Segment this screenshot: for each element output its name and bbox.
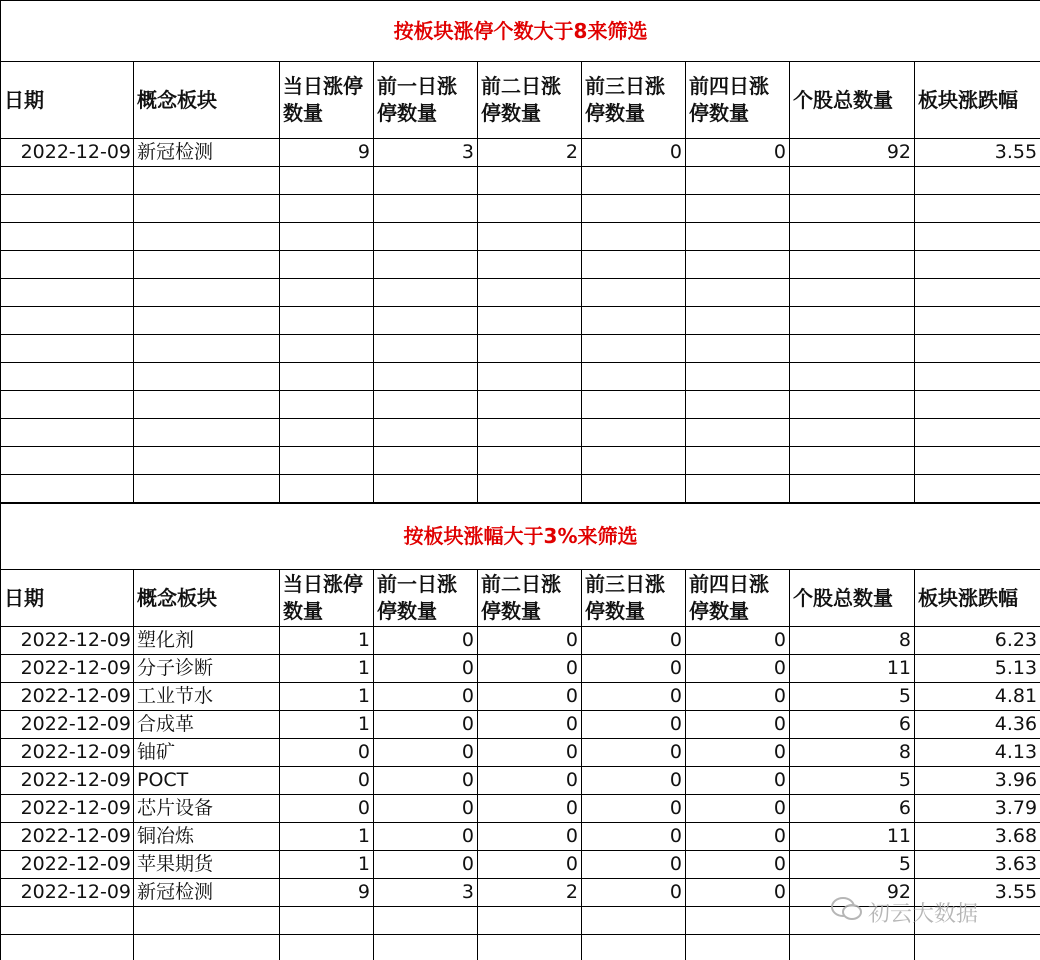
empty-cell[interactable] <box>280 251 374 279</box>
empty-cell[interactable] <box>374 907 478 935</box>
empty-cell[interactable] <box>686 391 790 419</box>
empty-cell[interactable] <box>582 935 686 960</box>
empty-cell[interactable] <box>686 363 790 391</box>
empty-cell[interactable] <box>280 195 374 223</box>
empty-cell[interactable] <box>582 279 686 307</box>
column-header: 前一日涨停数量 <box>374 570 478 627</box>
empty-cell[interactable] <box>582 447 686 475</box>
column-header: 前三日涨停数量 <box>582 570 686 627</box>
empty-cell[interactable] <box>374 195 478 223</box>
cell[interactable]: 0 <box>374 739 478 767</box>
empty-cell[interactable] <box>1 307 134 335</box>
empty-cell[interactable] <box>280 167 374 195</box>
watermark-text: 初云大数据 <box>868 901 979 927</box>
table-row <box>1 655 1040 683</box>
cell[interactable]: 1 <box>280 851 374 879</box>
empty-cell[interactable] <box>280 419 374 447</box>
empty-row <box>1 223 1040 251</box>
cell[interactable]: 0 <box>582 879 686 907</box>
empty-row <box>1 475 1040 503</box>
cell[interactable]: 2 <box>478 139 582 167</box>
cell[interactable]: 6 <box>790 711 915 739</box>
cell[interactable]: 0 <box>478 683 582 711</box>
empty-cell[interactable] <box>374 475 478 503</box>
empty-cell[interactable] <box>374 279 478 307</box>
table-row <box>1 711 1040 739</box>
cell[interactable]: 3.79 <box>915 795 1040 823</box>
empty-cell[interactable] <box>790 475 915 503</box>
empty-cell[interactable] <box>582 335 686 363</box>
cell[interactable]: 0 <box>478 851 582 879</box>
column-header: 板块涨跌幅 <box>915 570 1040 627</box>
empty-cell[interactable] <box>915 391 1040 419</box>
cell[interactable]: 5 <box>790 851 915 879</box>
empty-cell[interactable] <box>915 419 1040 447</box>
cell[interactable]: 0 <box>478 823 582 851</box>
cell[interactable]: 2022-12-09 <box>1 851 134 879</box>
watermark <box>830 896 978 928</box>
cell[interactable]: 0 <box>280 767 374 795</box>
empty-cell[interactable] <box>790 223 915 251</box>
cell[interactable]: 2022-12-09 <box>1 795 134 823</box>
empty-row <box>1 419 1040 447</box>
cell[interactable]: 9 <box>280 139 374 167</box>
cell[interactable]: 0 <box>374 711 478 739</box>
cell[interactable]: 0 <box>686 767 790 795</box>
cell[interactable]: 0 <box>280 795 374 823</box>
empty-cell[interactable] <box>790 935 915 960</box>
column-header: 前三日涨停数量 <box>582 62 686 139</box>
gain-filter-table <box>0 503 1040 960</box>
cell[interactable]: 0 <box>582 851 686 879</box>
empty-cell[interactable] <box>915 335 1040 363</box>
empty-cell[interactable] <box>915 195 1040 223</box>
empty-cell[interactable] <box>582 195 686 223</box>
empty-cell[interactable] <box>478 935 582 960</box>
empty-cell[interactable] <box>134 307 280 335</box>
empty-cell[interactable] <box>790 251 915 279</box>
empty-cell[interactable] <box>280 279 374 307</box>
empty-cell[interactable] <box>582 475 686 503</box>
cell[interactable]: 0 <box>582 767 686 795</box>
cell[interactable]: 6 <box>790 795 915 823</box>
cell[interactable]: 2022-12-09 <box>1 823 134 851</box>
empty-cell[interactable] <box>134 279 280 307</box>
empty-cell[interactable] <box>374 363 478 391</box>
empty-cell[interactable] <box>374 335 478 363</box>
cell[interactable]: 0 <box>478 767 582 795</box>
cell[interactable]: 9 <box>280 879 374 907</box>
cell[interactable]: 0 <box>686 627 790 655</box>
empty-cell[interactable] <box>686 279 790 307</box>
empty-cell[interactable] <box>478 447 582 475</box>
empty-cell[interactable] <box>582 907 686 935</box>
empty-row <box>1 391 1040 419</box>
empty-cell[interactable] <box>280 223 374 251</box>
cell[interactable]: 0 <box>374 795 478 823</box>
empty-cell[interactable] <box>790 447 915 475</box>
cell[interactable]: 0 <box>582 823 686 851</box>
cell[interactable]: 0 <box>686 739 790 767</box>
empty-cell[interactable] <box>915 475 1040 503</box>
cell[interactable]: 芯片设备 <box>134 795 280 823</box>
cell[interactable]: 2022-12-09 <box>1 139 134 167</box>
cell[interactable]: 2022-12-09 <box>1 879 134 907</box>
cell[interactable]: 3.68 <box>915 823 1040 851</box>
empty-cell[interactable] <box>1 335 134 363</box>
cell[interactable]: 0 <box>374 767 478 795</box>
empty-cell[interactable] <box>1 195 134 223</box>
cell[interactable]: 0 <box>582 711 686 739</box>
empty-cell[interactable] <box>134 391 280 419</box>
cell[interactable]: 0 <box>686 711 790 739</box>
empty-cell[interactable] <box>280 935 374 960</box>
cell[interactable]: 92 <box>790 139 915 167</box>
table-row <box>1 795 1040 823</box>
cell[interactable]: 分子诊断 <box>134 655 280 683</box>
cell[interactable]: 0 <box>478 627 582 655</box>
empty-cell[interactable] <box>1 363 134 391</box>
cell[interactable]: 5 <box>790 767 915 795</box>
cell[interactable]: 3 <box>374 139 478 167</box>
column-header: 当日涨停数量 <box>280 62 374 139</box>
empty-cell[interactable] <box>790 279 915 307</box>
cell[interactable]: 8 <box>790 627 915 655</box>
cell[interactable]: 0 <box>686 795 790 823</box>
cell[interactable]: 8 <box>790 739 915 767</box>
empty-cell[interactable] <box>280 307 374 335</box>
empty-row <box>1 307 1040 335</box>
empty-cell[interactable] <box>280 391 374 419</box>
column-header: 前四日涨停数量 <box>686 570 790 627</box>
empty-cell[interactable] <box>134 447 280 475</box>
cell[interactable]: 2022-12-09 <box>1 683 134 711</box>
empty-cell[interactable] <box>374 447 478 475</box>
empty-cell[interactable] <box>280 907 374 935</box>
empty-cell[interactable] <box>686 223 790 251</box>
column-header: 当日涨停数量 <box>280 570 374 627</box>
empty-cell[interactable] <box>134 223 280 251</box>
empty-cell[interactable] <box>134 363 280 391</box>
column-header: 前一日涨停数量 <box>374 62 478 139</box>
column-header: 日期 <box>1 62 134 139</box>
cell[interactable]: 0 <box>374 627 478 655</box>
cell[interactable]: 合成革 <box>134 711 280 739</box>
empty-row <box>1 279 1040 307</box>
cell[interactable]: 2022-12-09 <box>1 711 134 739</box>
cell[interactable]: 0 <box>582 795 686 823</box>
empty-cell[interactable] <box>582 307 686 335</box>
cell[interactable]: 3.63 <box>915 851 1040 879</box>
empty-cell[interactable] <box>280 447 374 475</box>
empty-cell[interactable] <box>1 251 134 279</box>
cell[interactable]: 0 <box>478 795 582 823</box>
empty-cell[interactable] <box>686 307 790 335</box>
empty-cell[interactable] <box>134 935 280 960</box>
column-header: 个股总数量 <box>790 62 915 139</box>
table-row <box>1 767 1040 795</box>
empty-row <box>1 251 1040 279</box>
empty-cell[interactable] <box>134 419 280 447</box>
table-row <box>1 683 1040 711</box>
empty-cell[interactable] <box>582 251 686 279</box>
empty-cell[interactable] <box>790 167 915 195</box>
table-title: 按板块涨幅大于3%来筛选 <box>1 504 1040 570</box>
empty-cell[interactable] <box>280 475 374 503</box>
empty-cell[interactable] <box>1 935 134 960</box>
cell[interactable]: 3 <box>374 879 478 907</box>
cell[interactable]: 0 <box>582 655 686 683</box>
table-title: 按板块涨停个数大于8来筛选 <box>1 1 1040 62</box>
empty-cell[interactable] <box>1 419 134 447</box>
empty-cell[interactable] <box>1 279 134 307</box>
cell[interactable]: 1 <box>280 655 374 683</box>
table-row <box>1 851 1040 879</box>
cell[interactable]: 2 <box>478 879 582 907</box>
column-header: 概念板块 <box>134 62 280 139</box>
cell[interactable]: 6.23 <box>915 627 1040 655</box>
empty-cell[interactable] <box>134 167 280 195</box>
empty-row <box>1 195 1040 223</box>
cell[interactable]: 0 <box>478 739 582 767</box>
cell[interactable]: 0 <box>478 711 582 739</box>
empty-cell[interactable] <box>374 419 478 447</box>
cell[interactable]: 0 <box>374 823 478 851</box>
empty-cell[interactable] <box>790 391 915 419</box>
wechat-icon <box>830 896 864 928</box>
empty-cell[interactable] <box>686 419 790 447</box>
cell[interactable]: 0 <box>374 655 478 683</box>
cell[interactable]: 4.13 <box>915 739 1040 767</box>
empty-row <box>1 363 1040 391</box>
empty-cell[interactable] <box>478 195 582 223</box>
empty-cell[interactable] <box>134 335 280 363</box>
empty-cell[interactable] <box>1 447 134 475</box>
cell[interactable]: 0 <box>686 139 790 167</box>
empty-cell[interactable] <box>686 935 790 960</box>
empty-cell[interactable] <box>374 307 478 335</box>
cell[interactable]: 苹果期货 <box>134 851 280 879</box>
cell[interactable]: 0 <box>686 823 790 851</box>
cell[interactable]: 4.81 <box>915 683 1040 711</box>
empty-cell[interactable] <box>915 279 1040 307</box>
header-row <box>1 570 1040 627</box>
empty-cell[interactable] <box>790 195 915 223</box>
column-header: 前二日涨停数量 <box>478 570 582 627</box>
cell[interactable]: 3.55 <box>915 879 1040 907</box>
cell[interactable]: 0 <box>686 851 790 879</box>
empty-cell[interactable] <box>478 251 582 279</box>
empty-cell[interactable] <box>582 223 686 251</box>
empty-cell[interactable] <box>790 419 915 447</box>
empty-cell[interactable] <box>374 391 478 419</box>
header-row <box>1 62 1040 139</box>
cell[interactable]: 4.36 <box>915 711 1040 739</box>
cell[interactable]: 铀矿 <box>134 739 280 767</box>
cell[interactable]: 0 <box>582 627 686 655</box>
empty-cell[interactable] <box>582 419 686 447</box>
empty-cell[interactable] <box>134 251 280 279</box>
cell[interactable]: POCT <box>134 767 280 795</box>
empty-cell[interactable] <box>374 935 478 960</box>
empty-cell[interactable] <box>915 363 1040 391</box>
cell[interactable]: 新冠检测 <box>134 879 280 907</box>
empty-cell[interactable] <box>915 935 1040 960</box>
cell[interactable]: 2022-12-09 <box>1 739 134 767</box>
empty-cell[interactable] <box>478 307 582 335</box>
empty-cell[interactable] <box>915 307 1040 335</box>
empty-row <box>1 447 1040 475</box>
empty-cell[interactable] <box>1 223 134 251</box>
empty-cell[interactable] <box>134 195 280 223</box>
cell[interactable]: 5.13 <box>915 655 1040 683</box>
cell[interactable]: 塑化剂 <box>134 627 280 655</box>
empty-cell[interactable] <box>478 363 582 391</box>
cell[interactable]: 1 <box>280 711 374 739</box>
cell[interactable]: 1 <box>280 823 374 851</box>
empty-cell[interactable] <box>686 167 790 195</box>
cell[interactable]: 1 <box>280 683 374 711</box>
cell[interactable]: 2022-12-09 <box>1 767 134 795</box>
cell[interactable]: 92 <box>790 879 915 907</box>
column-header: 前四日涨停数量 <box>686 62 790 139</box>
empty-row <box>1 935 1040 960</box>
cell[interactable]: 2022-12-09 <box>1 627 134 655</box>
table-row <box>1 627 1040 655</box>
cell[interactable]: 1 <box>280 627 374 655</box>
table-row <box>1 823 1040 851</box>
column-header: 前二日涨停数量 <box>478 62 582 139</box>
cell[interactable]: 11 <box>790 823 915 851</box>
empty-row <box>1 167 1040 195</box>
empty-cell[interactable] <box>374 223 478 251</box>
cell[interactable]: 0 <box>478 655 582 683</box>
empty-cell[interactable] <box>686 447 790 475</box>
empty-cell[interactable] <box>478 279 582 307</box>
cell[interactable]: 5 <box>790 683 915 711</box>
empty-cell[interactable] <box>478 223 582 251</box>
cell[interactable]: 0 <box>582 683 686 711</box>
empty-cell[interactable] <box>915 447 1040 475</box>
cell[interactable]: 0 <box>582 139 686 167</box>
empty-cell[interactable] <box>686 335 790 363</box>
empty-cell[interactable] <box>1 391 134 419</box>
cell[interactable]: 2022-12-09 <box>1 655 134 683</box>
column-header: 个股总数量 <box>790 570 915 627</box>
cell[interactable]: 新冠检测 <box>134 139 280 167</box>
table-row <box>1 739 1040 767</box>
empty-cell[interactable] <box>915 167 1040 195</box>
empty-cell[interactable] <box>1 907 134 935</box>
table-row <box>1 139 1040 167</box>
cell[interactable]: 0 <box>686 655 790 683</box>
empty-cell[interactable] <box>134 907 280 935</box>
empty-cell[interactable] <box>790 335 915 363</box>
cell[interactable]: 0 <box>686 879 790 907</box>
cell[interactable]: 0 <box>374 851 478 879</box>
empty-cell[interactable] <box>478 391 582 419</box>
cell[interactable]: 工业节水 <box>134 683 280 711</box>
empty-cell[interactable] <box>915 251 1040 279</box>
empty-cell[interactable] <box>582 167 686 195</box>
cell[interactable]: 铜冶炼 <box>134 823 280 851</box>
empty-cell[interactable] <box>1 475 134 503</box>
empty-cell[interactable] <box>280 363 374 391</box>
empty-cell[interactable] <box>686 475 790 503</box>
column-header: 日期 <box>1 570 134 627</box>
empty-cell[interactable] <box>478 475 582 503</box>
empty-cell[interactable] <box>478 335 582 363</box>
empty-cell[interactable] <box>686 251 790 279</box>
empty-cell[interactable] <box>280 335 374 363</box>
empty-cell[interactable] <box>1 167 134 195</box>
empty-row <box>1 335 1040 363</box>
cell[interactable]: 3.55 <box>915 139 1040 167</box>
empty-cell[interactable] <box>478 907 582 935</box>
empty-cell[interactable] <box>134 475 280 503</box>
column-header: 概念板块 <box>134 570 280 627</box>
empty-cell[interactable] <box>686 195 790 223</box>
cell[interactable]: 0 <box>686 683 790 711</box>
cell[interactable]: 11 <box>790 655 915 683</box>
cell[interactable]: 0 <box>374 683 478 711</box>
empty-cell[interactable] <box>915 223 1040 251</box>
empty-cell[interactable] <box>374 167 478 195</box>
cell[interactable]: 0 <box>280 739 374 767</box>
cell[interactable]: 0 <box>582 739 686 767</box>
empty-cell[interactable] <box>582 363 686 391</box>
empty-cell[interactable] <box>686 907 790 935</box>
empty-cell[interactable] <box>790 307 915 335</box>
empty-cell[interactable] <box>790 363 915 391</box>
empty-cell[interactable] <box>478 419 582 447</box>
cell[interactable]: 3.96 <box>915 767 1040 795</box>
column-header: 板块涨跌幅 <box>915 62 1040 139</box>
empty-cell[interactable] <box>374 251 478 279</box>
empty-cell[interactable] <box>478 167 582 195</box>
empty-cell[interactable] <box>582 391 686 419</box>
